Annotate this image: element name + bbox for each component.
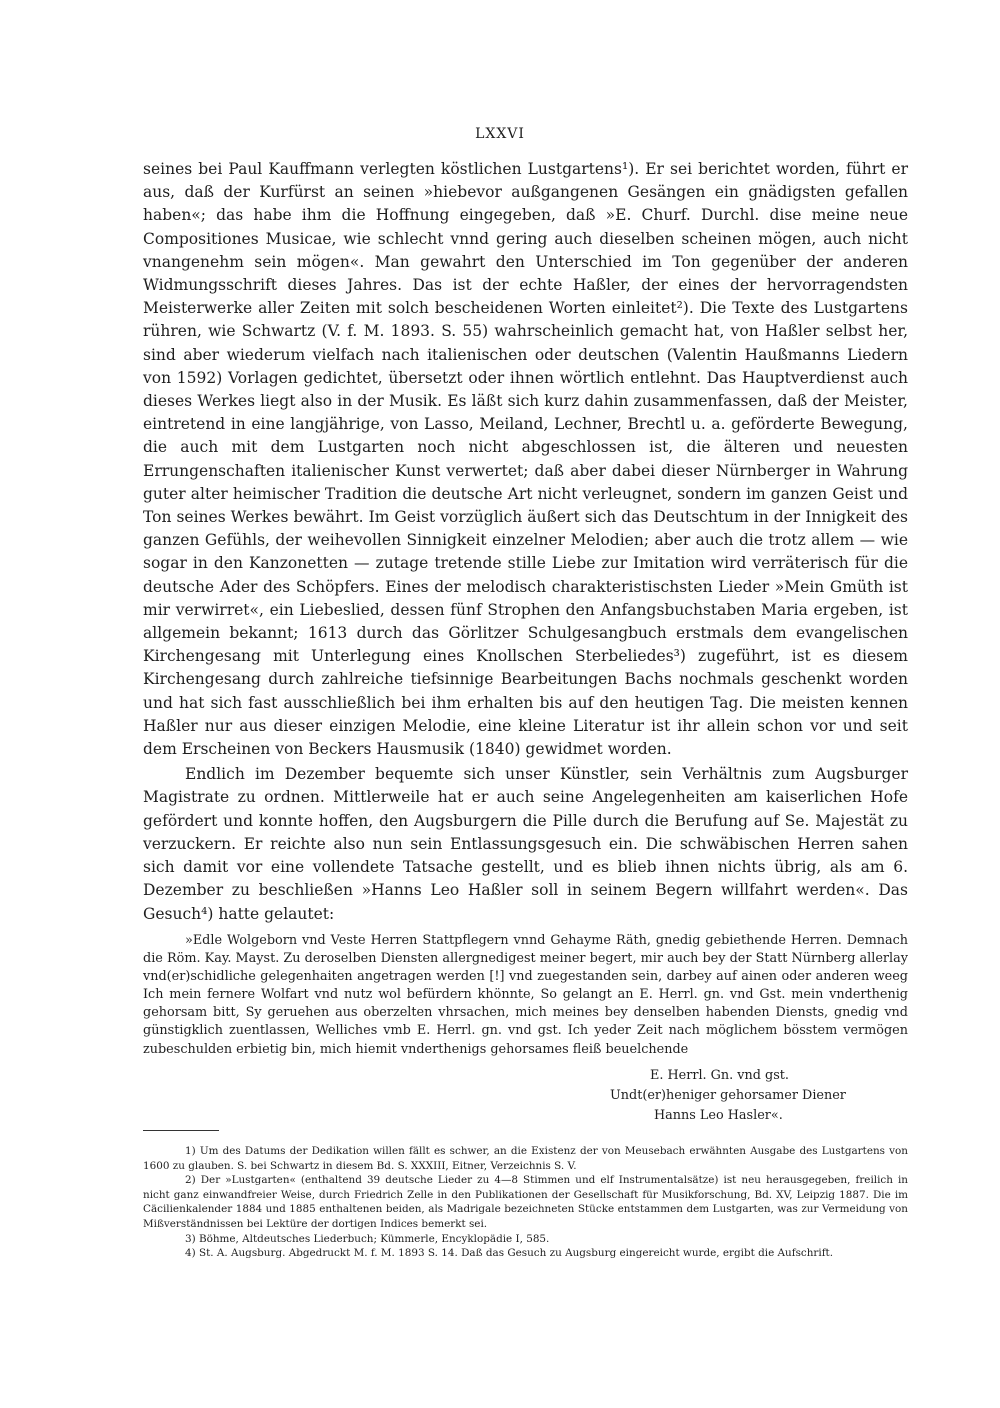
footnote: 1) Um des Datums der Dedikation willen fällt es schwer, an die Existenz der von Meusebach erwähnten Ausgabe des Lustgartens von 1600 zu glauben. S. bei Schwartz in diesem Bd. S. XXXIII, Eitner, Verzeichnis S. V. [143,1145,908,1172]
footnote: 4) St. A. Augsburg. Abgedruckt M. f. M. 1893 S. 14. Daß das Gesuch zu Augsburg eingereicht wurde, ergibt die Aufschrift. [185,1247,834,1260]
footnote: 2) Der »Lustgarten« (enthaltend 39 deutsche Lieder zu 4—8 Stimmen und elf Instrumentalsätze) ist neu herausgegeben, freilich in nicht ganz einwandfreier Weise, durch Friedrich Zelle in den Publikationen der Gesellschaft für Musikforschung, Bd. XV, Leipzig 1887. Die im Cäcilienkalender 1884 und 1885 enthaltenen beiden, als Madrigale bezeichneten Stücke entstammen dem Lustgarten, was zur Vermeidung von Mißverständnissen bei Lektüre der dortigen Indices bemerkt sei. [143,1174,908,1230]
footnote: 3) Böhme, Altdeutsches Liederbuch; Kümmerle, Encyklopädie I, 585. [185,1232,550,1245]
main-text [143,158,908,926]
quote-text: »Edle Wolgeborn vnd Veste Herren Stattpflegern vnnd Gehayme Räth, gnedig gebiethende Herren. Demnach die Röm. Kay. Mayst. Zu deroselben Diensten allergnedigest meiner begert, mir auch bey der Statt Nürnberg allerlay vnd(er)schidliche gelegenhaiten angetragen werden [!] vnd zuegestanden sein, darbey auf ainen oder anderen weeg Ich mein fernere Wolfart vnd nutz wol befürdern khönnte, So gelangt an E. Herrl. gn. vnd Gst. mein vnderthenig gehorsam bitt, Sy geruehen aus oberzelten vhrsachen, mich meines bey denselben habenden Diensts, gnedig vnd günstigklich zuentlassen, Welliches vmb E. Herrl. gn. vnd gst. Ich yeder Zeit nach möglichem bösstem vermögen zubeschulden erbietig bin, mich hiemit vnderthenigs gehorsames fleiß beuelchende [143,933,908,1057]
footnotes [143,1144,908,1261]
page-number: LXXVI [475,126,525,142]
signature-line: E. Herrl. Gn. vnd gst. [650,1068,789,1083]
signature-line: Hanns Leo Hasler«. [654,1108,783,1123]
petition-quote [143,932,908,1059]
signature-block [580,1066,860,1126]
footnote-divider [143,1130,219,1131]
signature-line: Undt(er)heniger gehorsamer Diener [610,1088,846,1103]
body-paragraph: Endlich im Dezember bequemte sich unser Künstler, sein Verhältnis zum Augsburger Magistrate zu ordnen. Mittlerweile hat er auch seine Angelegenheiten am kaiserlichen Hofe gefördert und konnte hoffen, den Augsburgern die Pille durch die Berufung auf Se. Majestät zu verzuckern. Er reichte also nun sein Entlassungsgesuch ein. Die schwäbischen Herren sahen sich damit vor eine vollendete Tatsache gestellt, und es blieb ihnen nichts übrig, als am 6. Dezember zu beschließen »Hanns Leo Haßler soll in seinem Begern willfahrt werden«. Das Gesuch⁴) hatte gelautet: [143,765,908,923]
body-paragraph: seines bei Paul Kauffmann verlegten köstlichen Lustgartens¹). Er sei berichtet worden, führt er aus, daß der Kurfürst an seinen »hiebevor außgangenen Gesängen ein gnädigsten gefallen haben«; das habe ihm die Hoffnung eingegeben, daß »E. Churf. Durchl. dise meine neue Compositiones Musicae, wie schlecht vnnd gering auch dieselben scheinen mögen, auch nicht vnangenehm sein mögen«. Man gewahrt den Unterschied im Ton gegenüber der anderen Widmungsschrift dieses Jahres. Das ist der echte Haßler, der eines der hervorragendsten Meisterwerke aller Zeiten mit solch bescheidenen Worten einleitet²). Die Texte des Lustgartens rühren, wie Schwartz (V. f. M. 1893. S. 55) wahrscheinlich gemacht hat, von Haßler selbst her, sind aber wiederum vielfach nach italienischen oder deutschen (Valentin Haußmanns Liedern von 1592) Vorlagen gedichtet, übersetzt oder ihnen wörtlich entlehnt. Das Hauptverdienst auch dieses Werkes liegt also in der Musik. Es läßt sich kurz dahin zusammenfassen, daß der Meister, eintretend in eine langjährige, von Lasso, Meiland, Lechner, Brechtl u. a. geförderte Bewegung, die auch mit dem Lustgarten noch nicht abgeschlossen ist, die älteren und neuesten Errungenschaften italienischer Kunst verwertet; daß aber dabei dieser Nürnberger in Wahrung guter alter heimischer Tradition die deutsche Art nicht verleugnet, sondern im ganzen Geist und Ton seines Werkes bewährt. Im Geist vorzüglich äußert sich das Deutschtum in der Innigkeit des ganzen Gefühls, der weihevollen Sinnigkeit einzelner Melodien; aber auch die trotz allem — wie sogar in den Kanzonetten — zutage tretende stille Liebe zur Imitation wird verräterisch für die deutsche Ader des Schöpfers. Eines der melodisch charakteristischsten Lieder »Mein Gmüth ist mir verwirret«, ein Liebeslied, dessen fünf Strophen den Anfangsbuchstaben Maria ergeben, ist allgemein bekannt; 1613 durch das Görlitzer Schulgesangbuch erstmals dem evangelischen Kirchengesang mit Unterlegung eines Knollschen Sterbeliedes³) zugeführt, ist es diesem Kirchengesang durch zahlreiche tiefsinnige Bearbeitungen Bachs nochmals geschenkt worden und hat sich fast ausschließlich bei ihm erhalten bis auf den heutigen Tag. Die meisten kennen Haßler nur aus dieser einzigen Melodie, eine kleine Literatur ist ihr allein schon vor und seit dem Erscheinen von Beckers Hausmusik (1840) gewidmet worden. [143,160,908,759]
